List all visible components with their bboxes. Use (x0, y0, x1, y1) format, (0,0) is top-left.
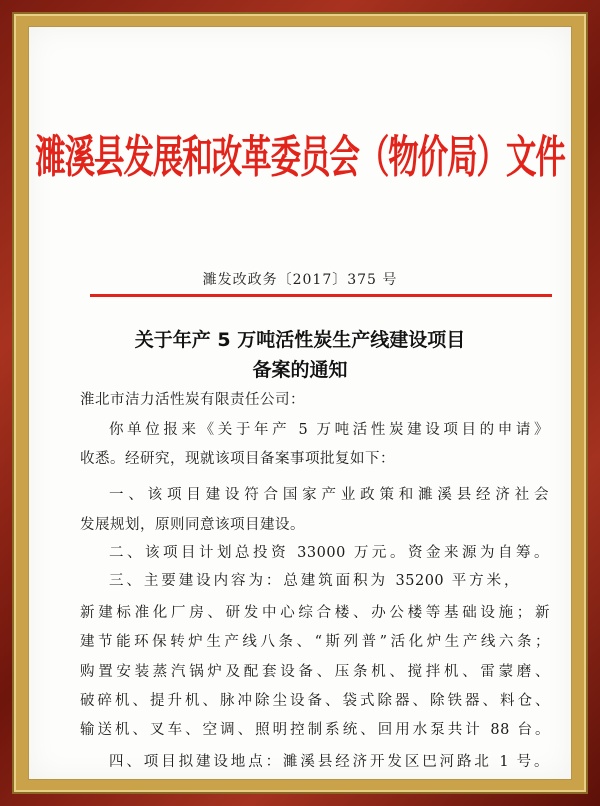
body-line: 收悉。经研究，现就该项目备案事项批复如下： (80, 451, 395, 467)
body-line: 一、该项目建设符合国家产业政策和濉溪县经济社会 (109, 487, 549, 503)
document-paper (29, 27, 571, 779)
addressee: 淮北市洁力活性炭有限责任公司： (80, 392, 305, 408)
red-divider-line (90, 294, 552, 297)
body-line: 破碎机、提升机、脉冲除尘设备、袋式除器、除铁器、料仓、 (80, 693, 550, 709)
body-line: 购置安装蒸汽锅炉及配套设备、压条机、搅拌机、雷蒙磨、 (80, 664, 550, 680)
body-line: 四、项目拟建设地点：濉溪县经济开发区巴河路北 1 号。 (109, 754, 549, 770)
body-line: 新建标准化厂房、研发中心综合楼、办公楼等基础设施；新 (80, 605, 550, 621)
body-line: 你单位报来《关于年产 5 万吨活性炭建设项目的申请》 (109, 422, 549, 438)
body-line: 建节能环保转炉生产线八条、“斯列普”活化炉生产线六条； (80, 634, 550, 650)
body-line: 发展规划，原则同意该项目建设。 (80, 517, 305, 533)
body-line: 三、主要建设内容为：总建筑面积为 35200 平方米， (109, 573, 519, 589)
document-number: 濉发改政务〔2017〕375 号 (202, 272, 398, 288)
subject-line-2: 备案的通知 (252, 359, 348, 381)
body-line: 输送机、叉车、空调、照明控制系统、回用水泵共计 88 台。 (80, 722, 550, 738)
body-line: 二、该项目计划总投资 33000 万元。资金来源为自筹。 (109, 545, 549, 561)
subject-line-1: 关于年产 5 万吨活性炭生产线建设项目 (134, 329, 466, 351)
header-title: 濉溪县发展和改革委员会（物价局）文件 (35, 131, 565, 184)
